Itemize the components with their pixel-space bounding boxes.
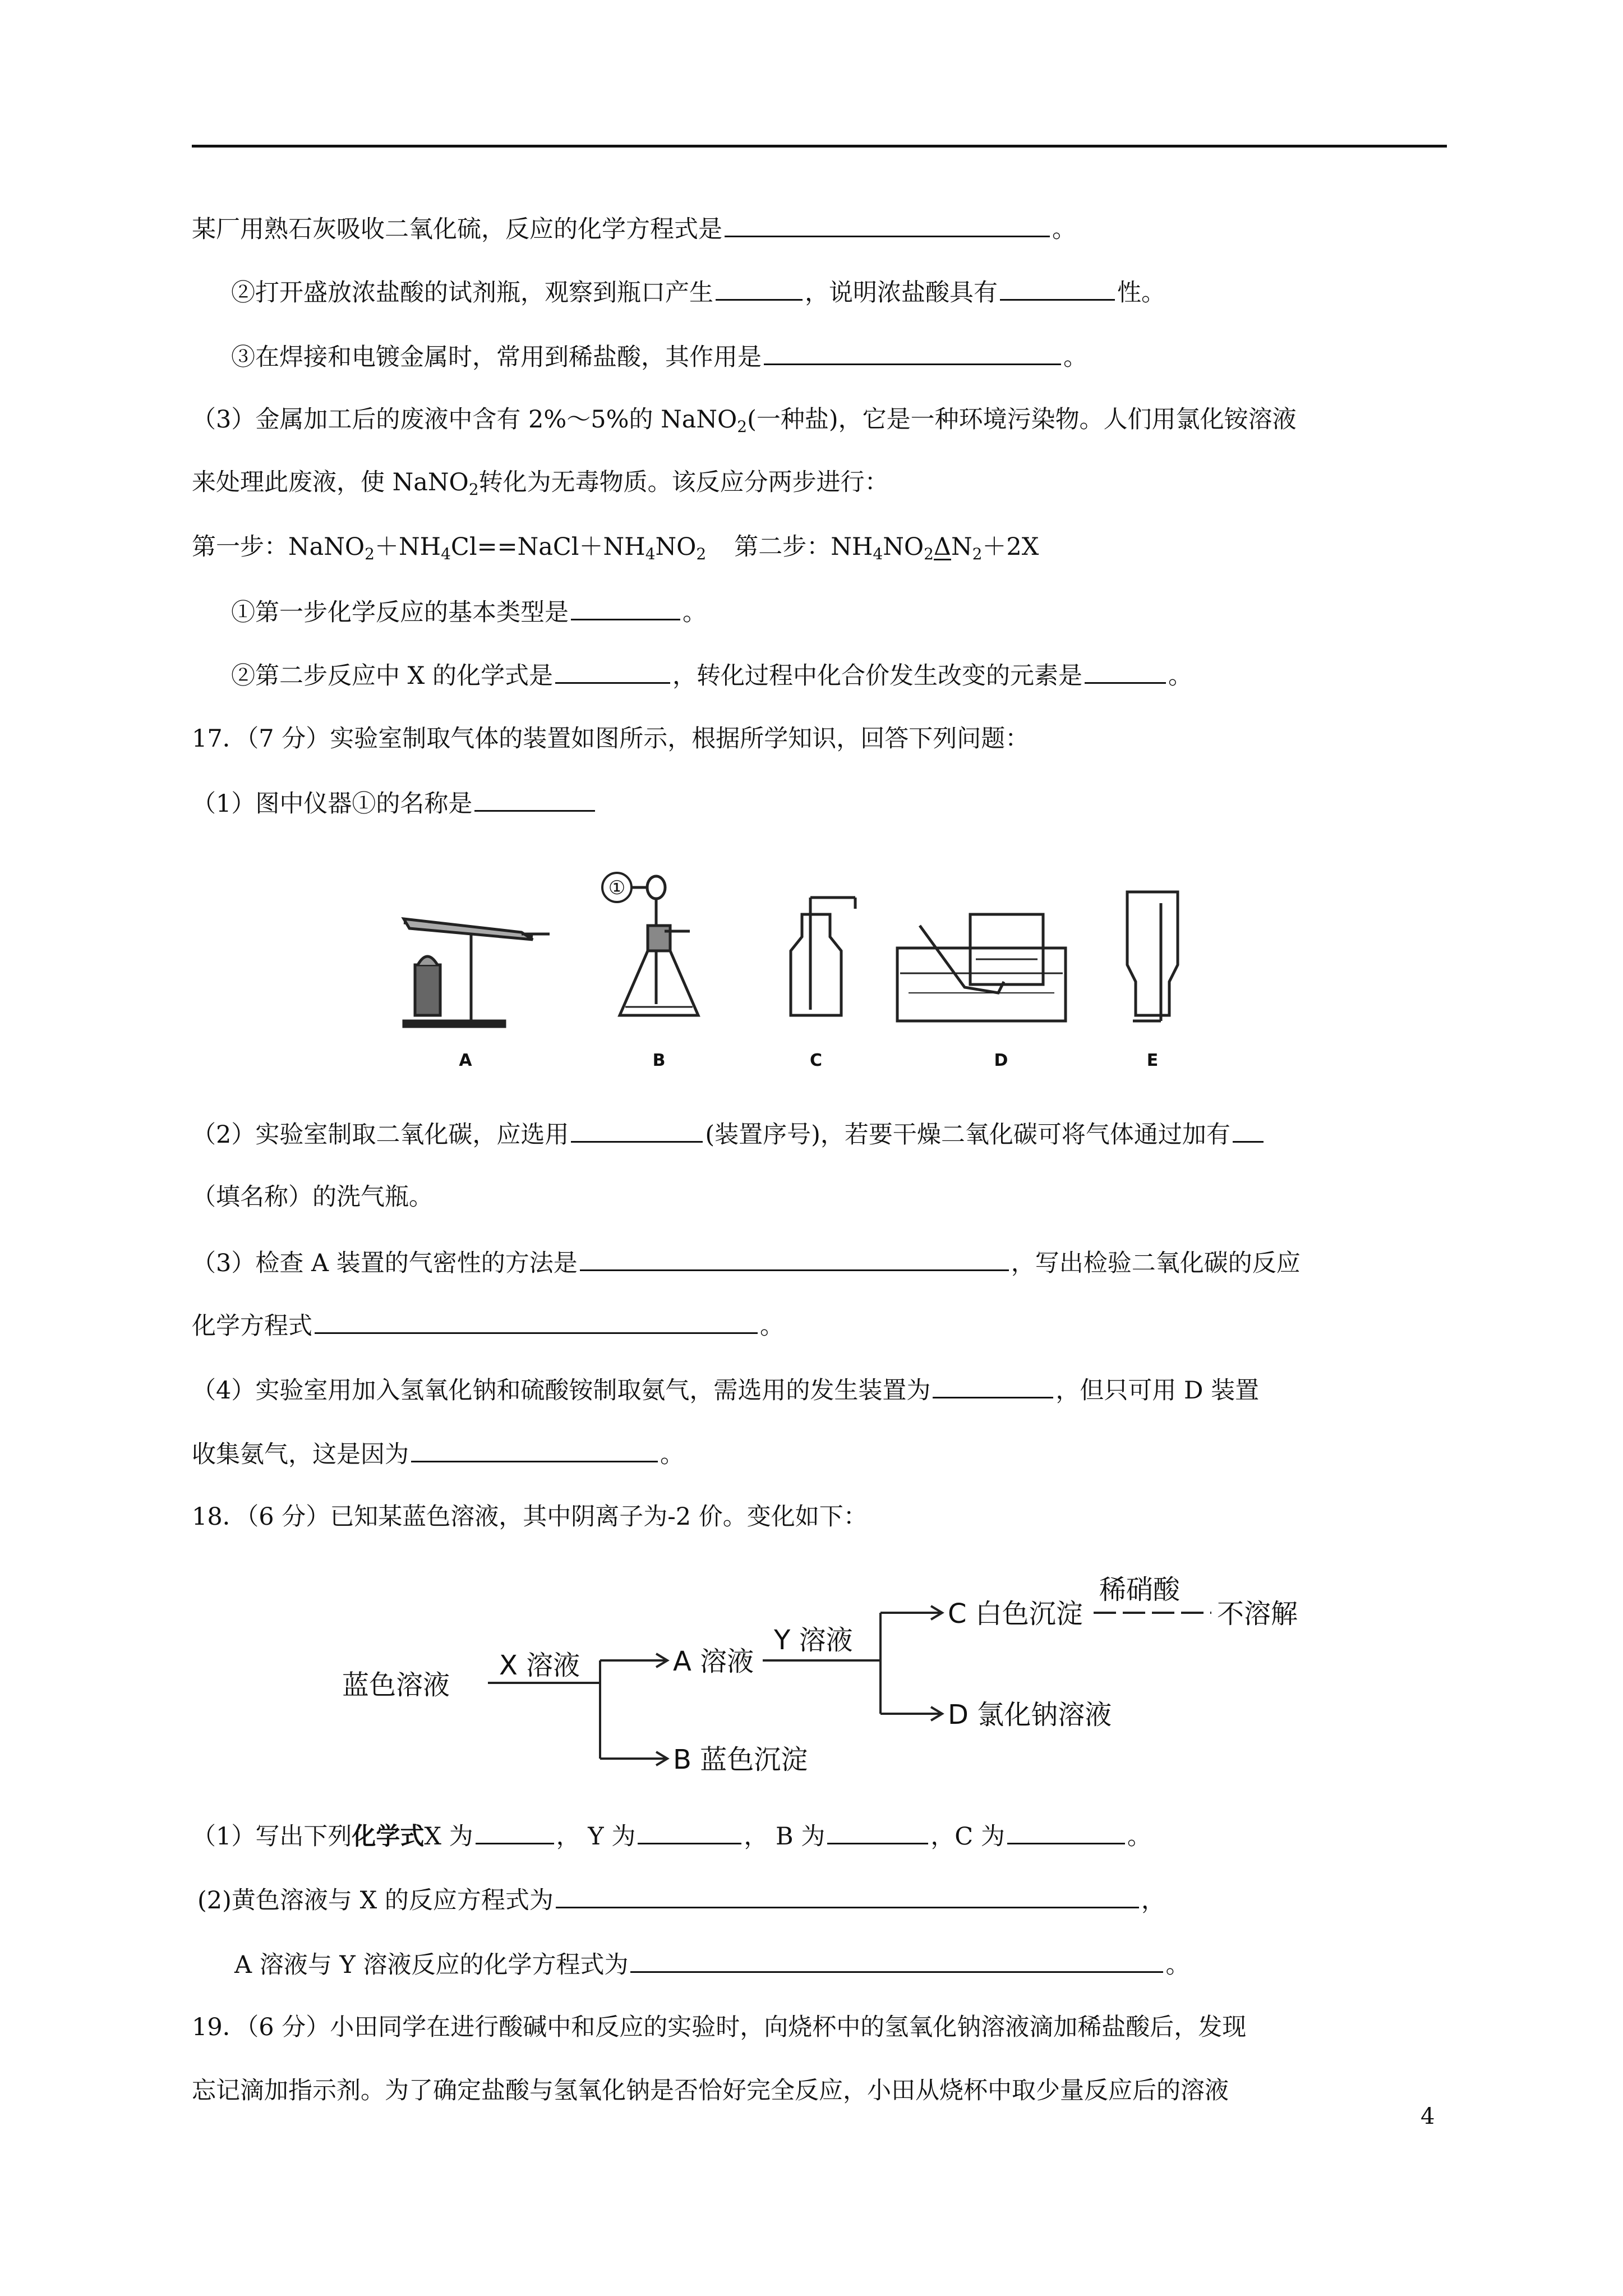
text: (2)黄色溶液与 X 的反应方程式为	[197, 1887, 554, 1915]
answer-blank[interactable]	[571, 594, 680, 620]
question-line	[192, 1308, 784, 1343]
apparatus-label-b: B	[652, 1051, 666, 1070]
text: 18．（6 分）已知某蓝色溶液，其中阴离子为-2 价。变化如下：	[192, 1503, 868, 1531]
question-line	[192, 2074, 1229, 2108]
heat-condition	[934, 530, 951, 564]
flow-node-d: D 氯化钠溶液	[948, 1699, 1112, 1731]
flow-node-c: C 白色沉淀	[948, 1598, 1083, 1630]
flow-start-node: 蓝色溶液	[342, 1669, 450, 1701]
answer-blank[interactable]	[411, 1436, 658, 1462]
subscript: 4	[645, 545, 656, 563]
text: Cl==NaCl＋NH	[450, 533, 645, 561]
answer-blank[interactable]	[1233, 1116, 1264, 1143]
question-line	[234, 1947, 1189, 1982]
text: ， Y 为	[556, 1823, 636, 1851]
flow-insoluble-node: 不溶解	[1217, 1598, 1298, 1630]
question-line	[231, 274, 1165, 310]
answer-blank[interactable]	[476, 1818, 554, 1844]
text: 来处理此废液，使 NaNO	[192, 468, 469, 496]
instrument-number-label: ①	[608, 877, 626, 899]
subscript: 2	[737, 417, 748, 436]
text: ①第一步化学反应的基本类型是	[231, 599, 569, 627]
flow-node-a: A 溶液	[673, 1646, 754, 1677]
answer-blank[interactable]	[933, 1372, 1053, 1398]
text: （填名称）的洗气瓶。	[192, 1183, 433, 1211]
apparatus-a	[404, 919, 550, 1027]
answer-blank[interactable]	[827, 1818, 928, 1844]
apparatus-label-a: A	[459, 1051, 472, 1070]
text: 。	[1168, 662, 1192, 690]
apparatus-label-c: C	[809, 1051, 823, 1070]
text: 。	[1127, 1823, 1151, 1851]
answer-blank[interactable]	[555, 657, 670, 684]
delta-symbol: Δ	[933, 533, 951, 561]
answer-blank[interactable]	[474, 785, 595, 812]
answer-blank[interactable]	[556, 1882, 1139, 1908]
apparatus-d	[897, 914, 1066, 1021]
subscript: 2	[468, 480, 479, 499]
page-number: 4	[1421, 2104, 1435, 2129]
question-line	[192, 1116, 1266, 1152]
subscript: 2	[365, 545, 375, 563]
text: 某厂用熟石灰吸收二氧化硫，反应的化学方程式是	[192, 215, 722, 243]
text: ，C 为	[930, 1823, 1005, 1851]
answer-blank[interactable]	[725, 211, 1050, 237]
text: ，写出检验二氧化碳的反应	[1011, 1249, 1301, 1277]
text: 收集氨气，这是因为	[192, 1441, 409, 1469]
text: 。	[760, 1312, 784, 1340]
answer-blank[interactable]	[1085, 657, 1166, 684]
text: 第一步：NaNO	[192, 533, 365, 561]
text: ，说明浓盐酸具有	[805, 279, 998, 307]
question-line	[192, 1245, 1301, 1280]
text: ②打开盛放浓盐酸的试剂瓶，观察到瓶口产生	[231, 279, 713, 307]
text: 化学方程式	[192, 1312, 312, 1340]
text: ，但只可用 D 装置	[1055, 1377, 1260, 1405]
answer-blank[interactable]	[571, 1116, 703, 1143]
text: (装置序号)，若要干燥二氧化碳可将气体通过加有	[705, 1121, 1230, 1149]
text: 。	[1165, 1951, 1190, 1979]
text: 。	[1052, 215, 1076, 243]
text: 。	[1063, 343, 1087, 371]
text: 。	[660, 1441, 684, 1469]
text: X 为	[424, 1823, 473, 1851]
flow-y-label: Y 溶液	[774, 1625, 853, 1656]
question-line	[231, 594, 707, 629]
question-heading	[192, 722, 1029, 756]
reaction-flow-diagram	[336, 1559, 1346, 1795]
question-heading	[192, 2010, 1246, 2044]
text: 第二步：NH	[734, 533, 873, 561]
text: ， B 为	[744, 1823, 826, 1851]
text: （1）写出下列	[192, 1823, 352, 1851]
question-line	[192, 1372, 1259, 1407]
flow-acid-label: 稀硝酸	[1099, 1574, 1181, 1605]
answer-blank[interactable]	[580, 1245, 1009, 1271]
text: ＋NH	[374, 533, 441, 561]
text: （2）实验室制取二氧化碳，应选用	[192, 1121, 569, 1149]
text: NO	[883, 533, 924, 561]
question-line	[231, 657, 1192, 693]
answer-blank[interactable]	[764, 339, 1061, 365]
text: (一种盐)，它是一种环境污染物。人们用氯化铵溶液	[747, 406, 1297, 434]
bold-text: 化学式	[352, 1823, 425, 1851]
apparatus-label-e: E	[1146, 1051, 1159, 1070]
text: ②第二步反应中 X 的化学式是	[231, 662, 553, 690]
question-line	[192, 211, 1076, 246]
question-line	[192, 403, 1297, 444]
question-line	[197, 1882, 1165, 1917]
question-heading	[192, 1500, 868, 1534]
subscript: 2	[924, 545, 934, 563]
apparatus-e	[1127, 892, 1178, 1021]
apparatus-figure	[393, 853, 1234, 1077]
question-line	[192, 785, 597, 821]
header-rule	[192, 145, 1447, 148]
answer-blank[interactable]	[315, 1308, 758, 1334]
text: 性。	[1117, 279, 1165, 307]
question-line	[192, 1436, 684, 1471]
answer-blank[interactable]	[716, 274, 803, 301]
text: 忘记滴加指示剂。为了确定盐酸与氢氧化钠是否恰好完全反应，小田从烧杯中取少量反应后的溶液	[192, 2077, 1229, 2105]
apparatus-label-d: D	[994, 1051, 1008, 1070]
apparatus-c	[791, 898, 855, 1015]
text: ，转化过程中化合价发生改变的元素是	[672, 662, 1082, 690]
answer-blank[interactable]	[1000, 274, 1115, 301]
text: 19．（6 分）小田同学在进行酸碱中和反应的实验时，向烧杯中的氢氧化钠溶液滴加稀盐酸后，发现	[192, 2013, 1247, 2041]
text: N	[951, 533, 972, 561]
question-line	[192, 1180, 433, 1214]
text: 。	[683, 599, 707, 627]
equation-line	[192, 530, 1039, 571]
text: （4）实验室用加入氢氧化钠和硫酸铵制取氨气，需选用的发生装置为	[192, 1377, 931, 1405]
text: （3）金属加工后的废液中含有 2%～5%的 NaNO	[192, 406, 737, 434]
answer-blank[interactable]	[1007, 1818, 1125, 1844]
text: NO	[655, 533, 697, 561]
text: （1）图中仪器①的名称是	[192, 790, 473, 818]
subscript: 4	[441, 545, 451, 563]
text: 转化为无毒物质。该反应分两步进行：	[478, 468, 889, 496]
flow-x-label: X 溶液	[499, 1650, 580, 1681]
flow-node-b: B 蓝色沉淀	[673, 1744, 808, 1775]
question-line	[231, 339, 1087, 374]
subscript: 2	[972, 545, 983, 563]
text: 17．（7 分）实验室制取气体的装置如图所示，根据所学知识，回答下列问题：	[192, 725, 1030, 753]
answer-blank[interactable]	[630, 1947, 1163, 1973]
text: A 溶液与 Y 溶液反应的化学方程式为	[234, 1951, 629, 1979]
text: （3）检查 A 装置的气密性的方法是	[192, 1249, 578, 1277]
text: ＋2X	[982, 533, 1039, 561]
subscript: 2	[696, 545, 707, 563]
text: ③在焊接和电镀金属时，常用到稀盐酸，其作用是	[231, 343, 762, 371]
question-line	[192, 466, 889, 507]
answer-blank[interactable]	[638, 1818, 741, 1844]
subscript: 4	[873, 545, 883, 563]
question-line	[192, 1818, 1151, 1853]
text: ，	[1141, 1887, 1165, 1915]
